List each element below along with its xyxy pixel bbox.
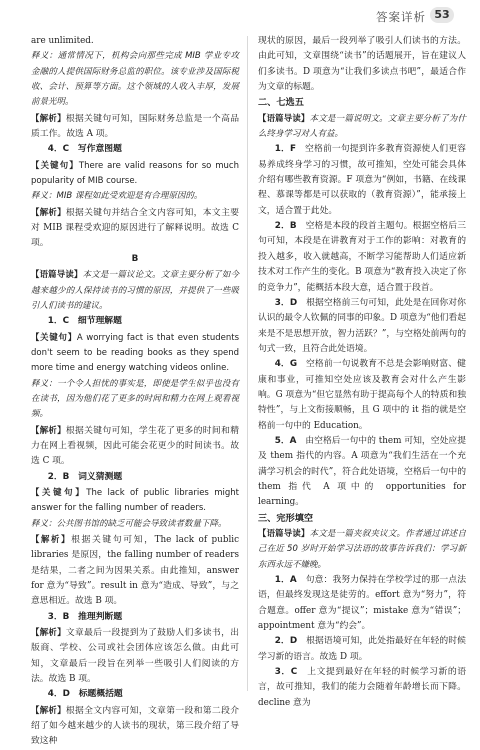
paragraph	[31, 158, 239, 190]
text-run: 根据关键句并结合全文内容可知，本文主要对 MIB 课程受欢迎的原因进行了解释说明。故选 C 项。	[31, 207, 239, 249]
paragraph	[258, 665, 466, 711]
paragraph	[258, 111, 466, 143]
text-run: 空格是本段的段首主题句。根据空格后三句可知，本段是在讲教育对于工作的影响：对教育的投入越多，收入就越高，不断学习能帮助人们适应新技术对工作产生的变化。B 项意为“教育投入决定了你的竞争力”，能概括本段大意，适合置于段首。	[258, 221, 466, 293]
paragraph	[31, 189, 239, 204]
label-tag: 【解析】	[31, 627, 66, 638]
paragraph	[258, 634, 466, 665]
text-run: 1．F	[274, 144, 296, 155]
paragraph	[258, 357, 466, 434]
text-run: 句意：我努力保持在学校学过的那一点法语，但最终发现这是徒劳的。effort 意为“努力”，符合题意。offer 意为“提议”；mistake 意为“错误”；appointment 意为“约会”。	[258, 575, 466, 632]
text-run: A worrying fact is that even students don't seem to be reading books as they spend more time and energy watching videos online.	[31, 332, 240, 374]
page-number-badge: 53	[430, 7, 454, 23]
text-run: 释义：公共图书馆的缺乏可能会导致读者数量下降。	[31, 518, 227, 529]
paragraph	[31, 423, 239, 470]
paragraph	[31, 625, 239, 687]
text-run: 释义：一个令人担忧的事实是，即使是学生似乎也没有在读书，因为他们花了更多的时间和精力在网上观看视频。	[31, 378, 239, 420]
paragraph	[31, 49, 239, 110]
label-tag: 【语篇导读】	[31, 269, 83, 280]
paragraph	[258, 219, 466, 296]
text-run: 根据全文内容可知，文章第一段和第二段介绍了如今越来越少的人读书的现状，第三段介绍了导致这种	[31, 705, 239, 747]
text-run: There are valid reasons for so much popularity of MIB course.	[31, 160, 239, 187]
paragraph	[258, 573, 466, 634]
label-tag: 【解析】	[31, 206, 66, 217]
label-tag: 【关键句】	[31, 486, 87, 497]
paragraph	[31, 142, 239, 157]
label-tag: 【关键句】	[31, 159, 79, 170]
label-tag: 【语篇导读】	[258, 112, 310, 123]
section-heading	[31, 252, 239, 267]
label-tag: 【关键句】	[31, 331, 77, 342]
text-run: 由空格后一句中的 them 可知，空处应提及 them 指代的内容。A 项意为“我们生活在一个充满学习机会的时代”，符合此处语境，空格后一句中的 them 指代 A 项中的 opportunities for learning。	[258, 435, 466, 508]
text-run: 根据关键句可知，学生花了更多的时间和精力在网上看视频，因此可能会花更少的时间读书。故选 C 项。	[31, 425, 239, 467]
text-run: 4．D 标题概括题	[47, 689, 123, 700]
text-run: B	[131, 253, 139, 264]
text-run: 根据关键句可知，The lack of public libraries 是原因，the falling number of readers 是结果，二者之间为因果关系。由此推知，answer for 意为“导致”。result in 意为“造成、导致”，与之意思相近。故选 B 项。	[31, 535, 240, 607]
text-run: 现状的原因，最后一段列举了吸引人们读书的方法。由此可知，文章围绕“读书”的话题展开，旨在建议人们多读书。D 项意为“让我们多读点书吧”，最适合作为文章的标题。	[258, 36, 466, 93]
text-run: The lack of public libraries might answer for the falling number of readers.	[31, 487, 239, 514]
text-run: 3．B 推理判断题	[47, 611, 123, 622]
label-tag: 【解析】	[31, 534, 72, 544]
right-column	[258, 34, 466, 711]
label-tag: 【解析】	[31, 424, 66, 435]
paragraph	[31, 485, 239, 517]
paragraph	[31, 610, 239, 625]
paragraph	[31, 703, 239, 750]
text-run: 本文是一篇议论文。文章主要分析了如今越来越少的人保持读书的习惯的原因，并提供了一些吸引人们读书的建议。	[31, 270, 240, 311]
paragraph	[31, 470, 239, 485]
label-tag: 【解析】	[31, 112, 66, 123]
paragraph	[258, 296, 466, 357]
label-tag: 【语篇导读】	[258, 528, 310, 538]
paragraph	[258, 434, 466, 511]
paragraph	[31, 111, 239, 143]
text-run: 4．C 写作意图题	[47, 144, 122, 155]
paragraph	[258, 34, 466, 95]
text-run: 根据空格前三句可知，此处是在回你对你认识的最令人钦佩的同事的印象。D 项意为“他们看起来是不是思想开放，智力活跃？”，与空格处前两句的句式一致，且符合此处语境。	[258, 297, 466, 354]
paragraph	[31, 517, 239, 532]
text-run: 释义：MIB 课程如此受欢迎是有合理原因的。	[31, 191, 203, 202]
text-run: 本文是一篇说明文。文章主要分析了为什么终身学习对人有益。	[258, 113, 467, 140]
paragraph	[31, 532, 239, 610]
text-run: 三、完形填空	[258, 512, 314, 524]
text-run: are unlimited.	[31, 36, 94, 46]
section-title	[258, 95, 466, 110]
text-run: 空格前一句提到许多教育资源使人们更容易养成终身学习的习惯，故可推知，空处可能会具体介绍有哪些教育资源。F 项意为“例如，书籍、在线课程、慕课等都是可以获取的（教育资源）”，能承接上文，适合置于此处。	[258, 144, 466, 216]
paragraph	[31, 205, 239, 252]
section-title	[258, 511, 466, 526]
label-tag: 【解析】	[31, 704, 66, 715]
header-title: 答案详析	[376, 10, 426, 24]
text-run: 释义：通常情况下，机构会向那些完成 MIB 学业专攻金融的人提供国际财务总监的职位。该专业涉及国际税收、会计、预算等方面。这个领域的人收入丰厚，发展前景光明。	[31, 51, 239, 108]
text-run: 根据关键句可知，国际财务总监是一个高品质工作。故选 A 项。	[31, 113, 239, 140]
text-run: 根据语境可知，此处指最好在年轻的时候学习新的语言。故选 D 项。	[258, 636, 466, 662]
text-run: 本文是一篇夹叙夹议文。作者通过讲述自己在近 50 岁时开始学习法语的故事告诉我们：学习新东西永远不嫌晚。	[258, 529, 467, 570]
paragraph	[31, 34, 239, 49]
text-run: 5．A	[274, 435, 297, 446]
text-run: 二、七选五	[258, 97, 304, 109]
paragraph	[258, 526, 466, 573]
text-run: 2．B 词义猜测题	[47, 471, 123, 482]
text-run: 1．C 细节理解题	[47, 316, 122, 327]
text-run: 2．D	[274, 636, 298, 647]
paragraph	[31, 267, 239, 314]
paragraph	[258, 142, 466, 219]
page-header	[0, 0, 480, 32]
paragraph	[31, 314, 239, 329]
paragraph	[31, 330, 239, 377]
text-run: 文章最后一段提到为了鼓励人们多读书，出版商、学校、公司或社会团体应该怎么做。由此可知，文章最后一段旨在列举一些吸引人们阅读的方法。故选 B 项。	[31, 628, 239, 685]
paragraph	[31, 687, 239, 702]
column-divider	[247, 36, 248, 691]
text-run: 上文提到最好在年轻的时候学习新的语言，故可推知，我们的能力会随着年龄增长而下降。decline 意为	[258, 667, 466, 708]
paragraph	[31, 377, 239, 423]
text-run: 2．B	[274, 221, 297, 232]
text-run: 1．A	[274, 575, 297, 586]
text-run: 3．C	[274, 667, 298, 678]
left-column	[31, 34, 239, 750]
text-run: 3．D	[274, 297, 298, 308]
text-run: 空格前一句说教育不总是会影响财富、健康和事业，可推知空处应该及教育会对什么产生影响。G 项意为“但它显然有助于提高每个人的特质和独特性”，与上文衔接顺畅，且 G 项中的 it 指的就是空格前一句中的 Education。	[258, 359, 466, 431]
text-run: 4．G	[274, 359, 298, 370]
